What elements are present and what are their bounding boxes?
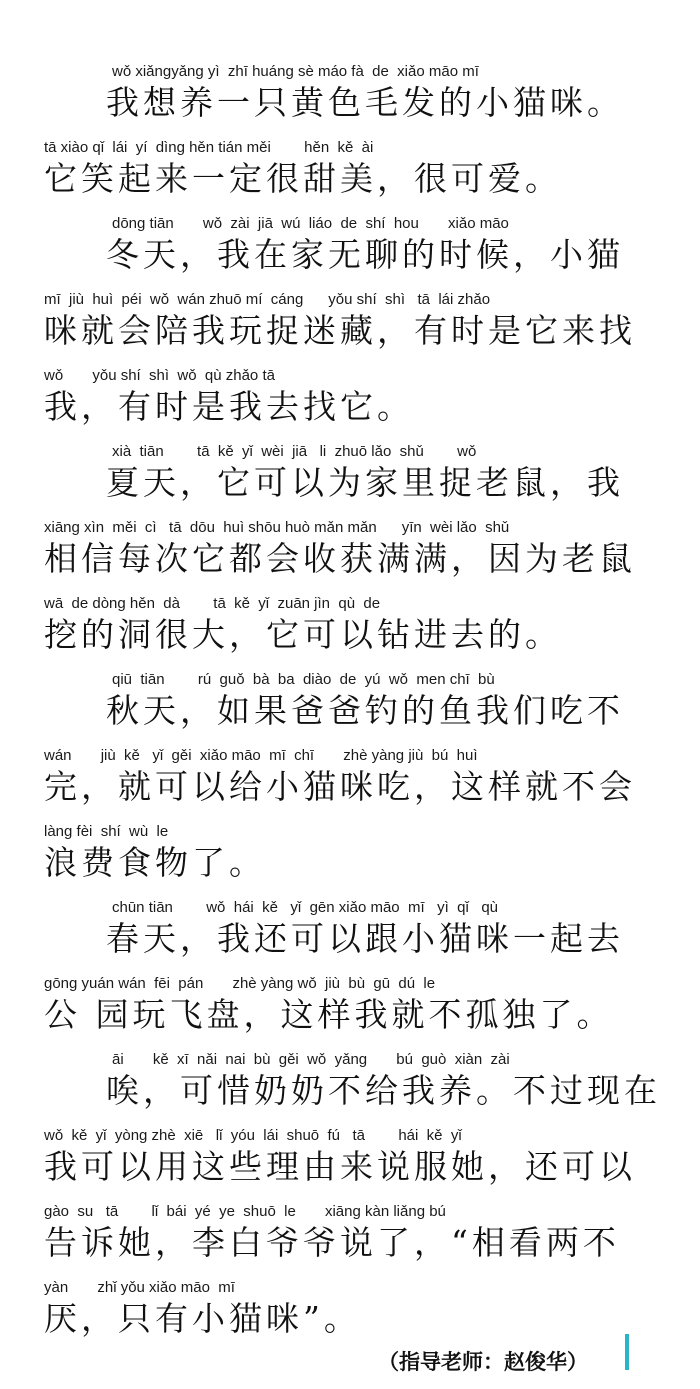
essay-line [0, 440, 700, 516]
essay-line [0, 60, 700, 136]
hanzi-row: 夏天，它可以为家里捉老鼠，我 [106, 463, 624, 502]
pinyin-row: xià tiān tā kě yǐ wèi jiā li zhuō lǎo shǔ wǒ [112, 443, 477, 460]
hanzi-row: 公 园玩飞盘，这样我就不孤独了。 [44, 995, 614, 1034]
essay-line [0, 592, 700, 668]
pinyin-row: wā de dòng hěn dà tā kě yǐ zuān jìn qù de [44, 595, 381, 612]
essay-line [0, 1200, 700, 1276]
hanzi-row: 告诉她，李白爷爷说了，“相看两不 [44, 1223, 620, 1262]
hanzi-row: 我想养一只黄色毛发的小猫咪。 [106, 83, 624, 122]
hanzi-row: 完，就可以给小猫咪吃，这样就不会 [44, 767, 636, 806]
edge-marker [625, 1334, 629, 1370]
pinyin-row: gào su tā lǐ bái yé ye shuō le xiāng kàn liǎng bú [44, 1203, 446, 1220]
essay-line [0, 1276, 700, 1352]
hanzi-row: 春天，我还可以跟小猫咪一起去 [106, 919, 624, 958]
pinyin-row: wǒ yǒu shí shì wǒ qù zhǎo tā [44, 367, 275, 384]
hanzi-row: 浪费食物了。 [44, 843, 266, 882]
hanzi-row: 冬天，我在家无聊的时候，小猫 [106, 235, 624, 274]
essay-line [0, 744, 700, 820]
essay-line [0, 820, 700, 896]
pinyin-row: wǒ kě yǐ yòng zhè xiē lǐ yóu lái shuō fú tā hái kě yǐ [44, 1127, 462, 1144]
hanzi-row: 我，有时是我去找它。 [44, 387, 414, 426]
essay-line [0, 1048, 700, 1124]
teacher-credit: （指导老师：赵俊华） [378, 1350, 588, 1374]
pinyin-row: tā xiào qǐ lái yí dìng hěn tián měi hěn kě ài [44, 139, 374, 156]
essay-line [0, 1124, 700, 1200]
hanzi-row: 它笑起来一定很甜美，很可爱。 [44, 159, 562, 198]
essay-line [0, 212, 700, 288]
hanzi-row: 挖的洞很大，它可以钻进去的。 [44, 615, 562, 654]
hanzi-row: 相信每次它都会收获满满，因为老鼠 [44, 539, 636, 578]
essay-line [0, 972, 700, 1048]
essay-line [0, 668, 700, 744]
essay-line [0, 288, 700, 364]
pinyin-row: gōng yuán wán fēi pán zhè yàng wǒ jiù bù gū dú le [44, 975, 436, 992]
essay-line [0, 896, 700, 972]
pinyin-row: làng fèi shí wù le [44, 823, 169, 840]
hanzi-row: 我可以用这些理由来说服她，还可以 [44, 1147, 636, 1186]
pinyin-row: wán jiù kě yǐ gěi xiǎo māo mī chī zhè yàng jiù bú huì [44, 747, 478, 764]
hanzi-row: 秋天，如果爸爸钓的鱼我们吃不 [106, 691, 624, 730]
hanzi-row: 咪就会陪我玩捉迷藏，有时是它来找 [44, 311, 636, 350]
pinyin-row: yàn zhǐ yǒu xiǎo māo mī [44, 1279, 235, 1296]
pinyin-row: mī jiù huì péi wǒ wán zhuō mí cáng yǒu shí shì tā lái zhǎo [44, 291, 491, 308]
essay-line [0, 136, 700, 212]
hanzi-row: 厌，只有小猫咪”。 [44, 1299, 361, 1338]
essay-line [0, 364, 700, 440]
essay-line [0, 516, 700, 592]
pinyin-row: chūn tiān wǒ hái kě yǐ gēn xiǎo māo mī yì qǐ qù [112, 899, 499, 916]
pinyin-row: wǒ xiǎngyǎng yì zhī huáng sè máo fà de xiǎo māo mī [112, 63, 479, 80]
pinyin-row: xiāng xìn měi cì tā dōu huì shōu huò mǎn mǎn yīn wèi lǎo shǔ [44, 519, 510, 536]
pinyin-row: qiū tiān rú guǒ bà ba diào de yú wǒ men chī bù [112, 671, 495, 688]
pinyin-row: āi kě xī nǎi nai bù gěi wǒ yǎng bú guò xiàn zài [112, 1051, 510, 1068]
pinyin-row: dōng tiān wǒ zài jiā wú liáo de shí hou xiǎo māo [112, 215, 509, 232]
hanzi-row: 唉，可惜奶奶不给我养。不过现在 [106, 1071, 661, 1110]
